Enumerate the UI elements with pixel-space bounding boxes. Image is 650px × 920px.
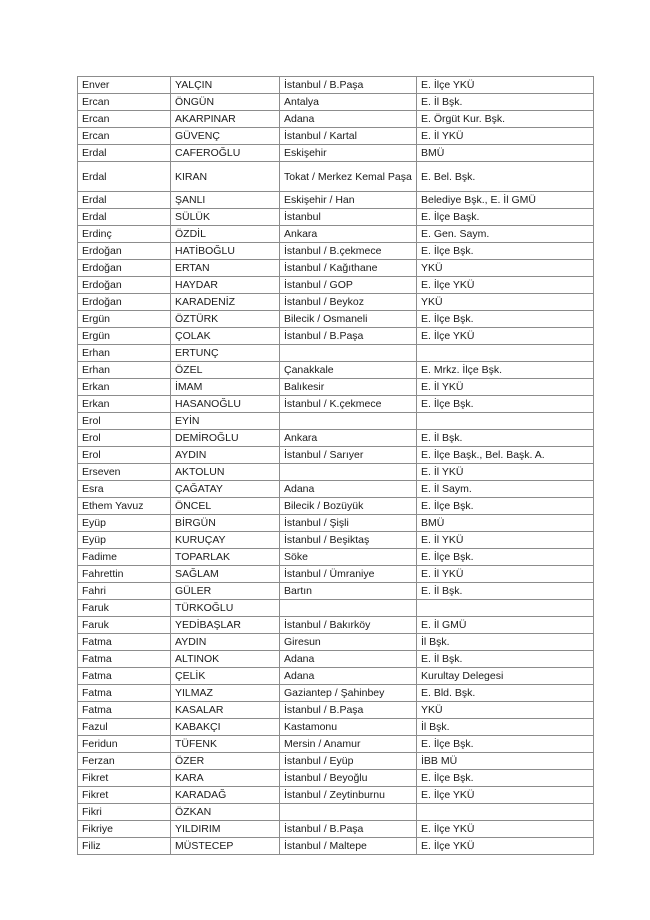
table-row <box>78 77 594 94</box>
table-row <box>78 260 594 277</box>
surname-cell: YALÇIN <box>171 77 280 94</box>
first-name-cell: Erol <box>78 430 171 447</box>
table-row <box>78 804 594 821</box>
position-cell: E. İlçe Başk. <box>417 209 594 226</box>
surname-cell: MÜSTECEP <box>171 838 280 855</box>
table-row <box>78 464 594 481</box>
first-name-cell: Erhan <box>78 345 171 362</box>
surname-cell: KARA <box>171 770 280 787</box>
position-cell: E. Mrkz. İlçe Bşk. <box>417 362 594 379</box>
table-row <box>78 651 594 668</box>
position-cell: E. İlçe YKÜ <box>417 77 594 94</box>
surname-cell: TÜRKOĞLU <box>171 600 280 617</box>
location-cell <box>280 464 417 481</box>
location-cell: İstanbul / K.çekmece <box>280 396 417 413</box>
first-name-cell: Fikriye <box>78 821 171 838</box>
first-name-cell: Fikri <box>78 804 171 821</box>
position-cell: E. İl Bşk. <box>417 651 594 668</box>
location-cell: Antalya <box>280 94 417 111</box>
surname-cell: KURUÇAY <box>171 532 280 549</box>
surname-cell: SAĞLAM <box>171 566 280 583</box>
location-cell: İstanbul / B.Paşa <box>280 702 417 719</box>
surname-cell: ERTUNÇ <box>171 345 280 362</box>
position-cell: İl Bşk. <box>417 719 594 736</box>
first-name-cell: Erdoğan <box>78 243 171 260</box>
first-name-cell: Fatma <box>78 702 171 719</box>
position-cell <box>417 600 594 617</box>
location-cell: Adana <box>280 651 417 668</box>
first-name-cell: Erol <box>78 413 171 430</box>
table-row <box>78 787 594 804</box>
surname-cell: BİRGÜN <box>171 515 280 532</box>
position-cell: E. İlçe Bşk. <box>417 396 594 413</box>
position-cell <box>417 413 594 430</box>
location-cell: İstanbul / Ümraniye <box>280 566 417 583</box>
surname-cell: AKARPINAR <box>171 111 280 128</box>
location-cell: Söke <box>280 549 417 566</box>
surname-cell: ŞANLI <box>171 192 280 209</box>
first-name-cell: Ercan <box>78 128 171 145</box>
table-row <box>78 243 594 260</box>
location-cell: Kastamonu <box>280 719 417 736</box>
position-cell: BMÜ <box>417 515 594 532</box>
position-cell: E. İlçe Bşk. <box>417 311 594 328</box>
table-row <box>78 447 594 464</box>
first-name-cell: Ferzan <box>78 753 171 770</box>
first-name-cell: Fahrettin <box>78 566 171 583</box>
location-cell: Adana <box>280 668 417 685</box>
position-cell: Kurultay Delegesi <box>417 668 594 685</box>
position-cell: E. İlçe YKÜ <box>417 277 594 294</box>
position-cell: E. Bel. Bşk. <box>417 162 594 192</box>
surname-cell: ÇOLAK <box>171 328 280 345</box>
surname-cell: AKTOLUN <box>171 464 280 481</box>
surname-cell: HASANOĞLU <box>171 396 280 413</box>
position-cell: E. İlçe Bşk. <box>417 770 594 787</box>
table-row <box>78 379 594 396</box>
first-name-cell: Erdinç <box>78 226 171 243</box>
surname-cell: TOPARLAK <box>171 549 280 566</box>
position-cell: YKÜ <box>417 294 594 311</box>
first-name-cell: Eyüp <box>78 532 171 549</box>
table-row <box>78 583 594 600</box>
first-name-cell: Erol <box>78 447 171 464</box>
first-name-cell: Erdoğan <box>78 260 171 277</box>
table-row <box>78 396 594 413</box>
first-name-cell: Fatma <box>78 634 171 651</box>
first-name-cell: Esra <box>78 481 171 498</box>
table-row <box>78 617 594 634</box>
position-cell: E. Gen. Saym. <box>417 226 594 243</box>
first-name-cell: Erseven <box>78 464 171 481</box>
location-cell: İstanbul / B.Paşa <box>280 77 417 94</box>
surname-cell: KABAKÇI <box>171 719 280 736</box>
first-name-cell: Erdal <box>78 209 171 226</box>
location-cell <box>280 600 417 617</box>
position-cell <box>417 345 594 362</box>
table-row <box>78 838 594 855</box>
surname-cell: ÇAĞATAY <box>171 481 280 498</box>
location-cell: İstanbul / Şişli <box>280 515 417 532</box>
table-row <box>78 430 594 447</box>
position-cell: YKÜ <box>417 260 594 277</box>
first-name-cell: Fikret <box>78 787 171 804</box>
first-name-cell: Fazul <box>78 719 171 736</box>
first-name-cell: Erdoğan <box>78 277 171 294</box>
location-cell: Ankara <box>280 226 417 243</box>
surname-cell: KARADENİZ <box>171 294 280 311</box>
surname-cell: ÖZTÜRK <box>171 311 280 328</box>
position-cell: E. İlçe YKÜ <box>417 787 594 804</box>
location-cell: İstanbul / GOP <box>280 277 417 294</box>
first-name-cell: Eyüp <box>78 515 171 532</box>
surname-cell: ERTAN <box>171 260 280 277</box>
first-name-cell: Fatma <box>78 668 171 685</box>
position-cell: E. İl Bşk. <box>417 583 594 600</box>
table-row <box>78 549 594 566</box>
first-name-cell: Fatma <box>78 651 171 668</box>
table-row <box>78 345 594 362</box>
surname-cell: ÖZEL <box>171 362 280 379</box>
surname-cell: TÜFENK <box>171 736 280 753</box>
first-name-cell: Ethem Yavuz <box>78 498 171 515</box>
surname-cell: GÜVENÇ <box>171 128 280 145</box>
table-row <box>78 481 594 498</box>
position-cell: E. İlçe Başk., Bel. Başk. A. <box>417 447 594 464</box>
surname-cell: GÜLER <box>171 583 280 600</box>
first-name-cell: Enver <box>78 77 171 94</box>
first-name-cell: Fadime <box>78 549 171 566</box>
table-row <box>78 328 594 345</box>
first-name-cell: Erdal <box>78 145 171 162</box>
surname-cell: ÖZKAN <box>171 804 280 821</box>
surname-cell: ÖNGÜN <box>171 94 280 111</box>
table-row <box>78 532 594 549</box>
location-cell: Giresun <box>280 634 417 651</box>
location-cell: İstanbul / B.Paşa <box>280 328 417 345</box>
location-cell: İstanbul / Beşiktaş <box>280 532 417 549</box>
surname-cell: ÖNCEL <box>171 498 280 515</box>
position-cell: E. İlçe Bşk. <box>417 243 594 260</box>
surname-cell: YEDİBAŞLAR <box>171 617 280 634</box>
position-cell: E. İlçe Bşk. <box>417 736 594 753</box>
position-cell: E. İl Saym. <box>417 481 594 498</box>
surname-cell: YILMAZ <box>171 685 280 702</box>
surname-cell: ÖZDİL <box>171 226 280 243</box>
surname-cell: KIRAN <box>171 162 280 192</box>
surname-cell: DEMİROĞLU <box>171 430 280 447</box>
surname-cell: CAFEROĞLU <box>171 145 280 162</box>
first-name-cell: Filiz <box>78 838 171 855</box>
position-cell: E. İl YKÜ <box>417 566 594 583</box>
first-name-cell: Fatma <box>78 685 171 702</box>
surname-cell: SÜLÜK <box>171 209 280 226</box>
table-row <box>78 685 594 702</box>
first-name-cell: Erdal <box>78 192 171 209</box>
location-cell: Tokat / Merkez Kemal Paşa <box>280 162 417 192</box>
surname-cell: EYİN <box>171 413 280 430</box>
location-cell: İstanbul / Beykoz <box>280 294 417 311</box>
surname-cell: ÇELİK <box>171 668 280 685</box>
position-cell: E. İl YKÜ <box>417 379 594 396</box>
position-cell: YKÜ <box>417 702 594 719</box>
location-cell: İstanbul / B.Paşa <box>280 821 417 838</box>
first-name-cell: Erdoğan <box>78 294 171 311</box>
position-cell <box>417 804 594 821</box>
location-cell: İstanbul / Maltepe <box>280 838 417 855</box>
location-cell: Çanakkale <box>280 362 417 379</box>
position-cell: E. İlçe Bşk. <box>417 549 594 566</box>
surname-cell: YILDIRIM <box>171 821 280 838</box>
first-name-cell: Feridun <box>78 736 171 753</box>
member-table-body <box>78 77 594 855</box>
location-cell: İstanbul / Bakırköy <box>280 617 417 634</box>
position-cell: E. Bld. Bşk. <box>417 685 594 702</box>
location-cell: İstanbul <box>280 209 417 226</box>
position-cell: E. Örgüt Kur. Bşk. <box>417 111 594 128</box>
table-row <box>78 702 594 719</box>
surname-cell: AYDIN <box>171 634 280 651</box>
location-cell: Eskişehir / Han <box>280 192 417 209</box>
location-cell: İstanbul / Kağıthane <box>280 260 417 277</box>
position-cell: E. İl YKÜ <box>417 464 594 481</box>
location-cell <box>280 804 417 821</box>
table-row <box>78 634 594 651</box>
first-name-cell: Ercan <box>78 111 171 128</box>
location-cell: Ankara <box>280 430 417 447</box>
position-cell: İl Bşk. <box>417 634 594 651</box>
position-cell: E. İl YKÜ <box>417 532 594 549</box>
table-row <box>78 277 594 294</box>
location-cell: Balıkesir <box>280 379 417 396</box>
surname-cell: İMAM <box>171 379 280 396</box>
position-cell: İBB MÜ <box>417 753 594 770</box>
position-cell: E. İl Bşk. <box>417 94 594 111</box>
location-cell: Bilecik / Bozüyük <box>280 498 417 515</box>
location-cell: İstanbul / Kartal <box>280 128 417 145</box>
table-row <box>78 413 594 430</box>
table-row <box>78 209 594 226</box>
location-cell: Bartın <box>280 583 417 600</box>
position-cell: E. İlçe YKÜ <box>417 328 594 345</box>
first-name-cell: Ercan <box>78 94 171 111</box>
location-cell: Adana <box>280 111 417 128</box>
first-name-cell: Faruk <box>78 600 171 617</box>
position-cell: E. İl Bşk. <box>417 430 594 447</box>
first-name-cell: Ergün <box>78 311 171 328</box>
surname-cell: HAYDAR <box>171 277 280 294</box>
location-cell: Adana <box>280 481 417 498</box>
table-row <box>78 821 594 838</box>
location-cell: İstanbul / Sarıyer <box>280 447 417 464</box>
table-row <box>78 753 594 770</box>
table-row <box>78 770 594 787</box>
location-cell: Bilecik / Osmaneli <box>280 311 417 328</box>
position-cell: E. İl YKÜ <box>417 128 594 145</box>
table-row <box>78 94 594 111</box>
first-name-cell: Erkan <box>78 396 171 413</box>
location-cell: Gaziantep / Şahinbey <box>280 685 417 702</box>
table-row <box>78 498 594 515</box>
table-row <box>78 192 594 209</box>
table-row <box>78 566 594 583</box>
surname-cell: HATİBOĞLU <box>171 243 280 260</box>
position-cell: BMÜ <box>417 145 594 162</box>
location-cell: İstanbul / Beyoğlu <box>280 770 417 787</box>
member-table <box>77 76 594 855</box>
table-row <box>78 111 594 128</box>
surname-cell: ALTINOK <box>171 651 280 668</box>
first-name-cell: Erdal <box>78 162 171 192</box>
location-cell: Mersin / Anamur <box>280 736 417 753</box>
location-cell <box>280 413 417 430</box>
table-row <box>78 719 594 736</box>
location-cell: İstanbul / B.çekmece <box>280 243 417 260</box>
table-row <box>78 515 594 532</box>
surname-cell: KASALAR <box>171 702 280 719</box>
position-cell: E. İlçe YKÜ <box>417 838 594 855</box>
position-cell: E. İl GMÜ <box>417 617 594 634</box>
table-row <box>78 668 594 685</box>
surname-cell: AYDIN <box>171 447 280 464</box>
location-cell: İstanbul / Eyüp <box>280 753 417 770</box>
table-row <box>78 162 594 192</box>
first-name-cell: Erhan <box>78 362 171 379</box>
surname-cell: ÖZER <box>171 753 280 770</box>
position-cell: E. İlçe Bşk. <box>417 498 594 515</box>
table-row <box>78 362 594 379</box>
surname-cell: KARADAĞ <box>171 787 280 804</box>
table-row <box>78 226 594 243</box>
first-name-cell: Erkan <box>78 379 171 396</box>
position-cell: E. İlçe YKÜ <box>417 821 594 838</box>
first-name-cell: Ergün <box>78 328 171 345</box>
table-row <box>78 145 594 162</box>
table-row <box>78 736 594 753</box>
table-row <box>78 600 594 617</box>
position-cell: Belediye Bşk., E. İl GMÜ <box>417 192 594 209</box>
location-cell <box>280 345 417 362</box>
table-row <box>78 294 594 311</box>
first-name-cell: Faruk <box>78 617 171 634</box>
location-cell: İstanbul / Zeytinburnu <box>280 787 417 804</box>
location-cell: Eskişehir <box>280 145 417 162</box>
first-name-cell: Fahri <box>78 583 171 600</box>
table-row <box>78 311 594 328</box>
table-row <box>78 128 594 145</box>
first-name-cell: Fikret <box>78 770 171 787</box>
